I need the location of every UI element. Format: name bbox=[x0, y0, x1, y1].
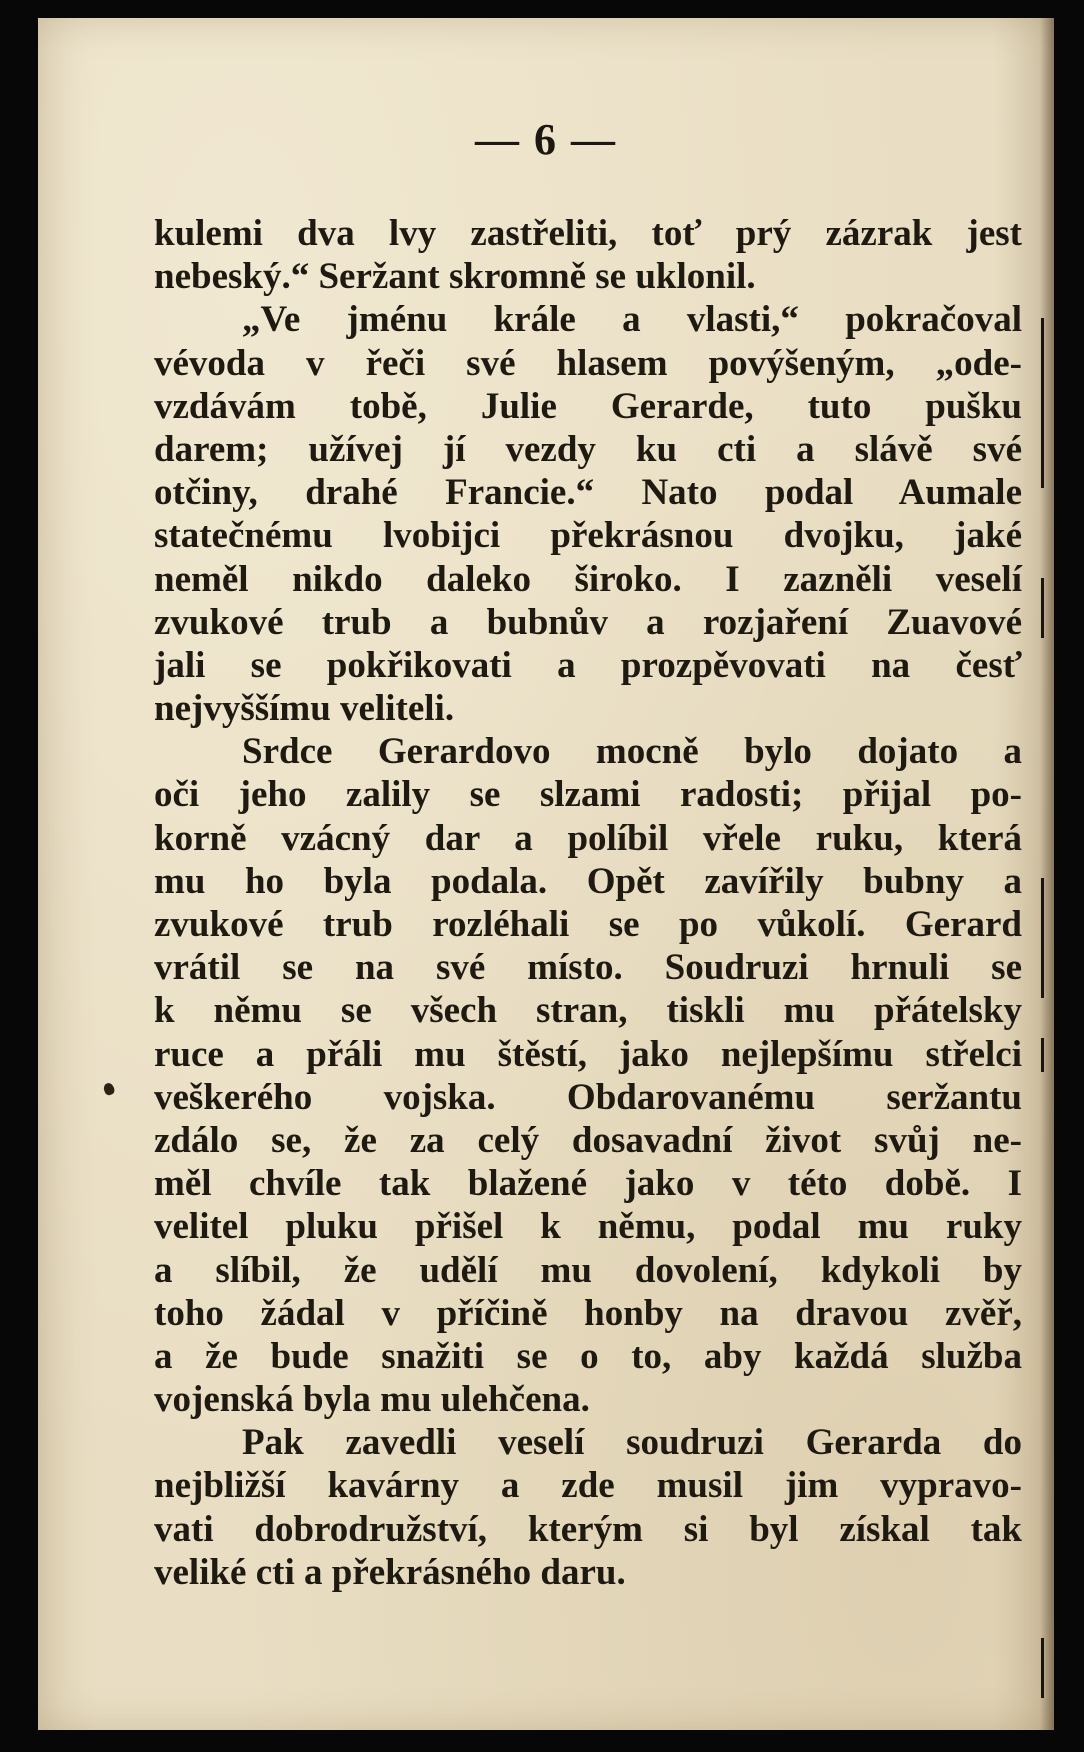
text-line: toho žádal v příčině honby na dravou zvěř, bbox=[154, 1292, 1022, 1334]
page-edge-mark bbox=[1041, 878, 1044, 998]
text-line: zdálo se, že za celý dosavadní život svůj ne- bbox=[154, 1119, 1022, 1161]
text-line: nejbližší kavárny a zde musil jim vypravo- bbox=[154, 1465, 1022, 1507]
text-line: a slíbil, že udělí mu dovolení, kdykoli by bbox=[154, 1249, 1022, 1291]
text-line: vévoda v řeči své hlasem povýšeným, „ode- bbox=[154, 342, 1022, 384]
text-line: veškerého vojska. Obdarovanému seržantu bbox=[154, 1076, 1022, 1118]
text-line: statečnému lvobijci překrásnou dvojku, jaké bbox=[154, 515, 1022, 557]
text-line: Pak zavedli veselí soudruzi Gerarda do bbox=[242, 1422, 1022, 1464]
book-page bbox=[38, 18, 1054, 1730]
text-line: oči jeho zalily se slzami radosti; přijal po- bbox=[154, 774, 1022, 816]
text-line: otčiny, drahé Francie.“ Nato podal Aumale bbox=[154, 472, 1022, 514]
text-line: měl chvíle tak blažené jako v této době. I bbox=[154, 1163, 1022, 1205]
text-line: darem; užívej jí vezdy ku cti a slávě své bbox=[154, 428, 1022, 470]
page-edge-mark bbox=[1041, 318, 1044, 488]
text-line: neměl nikdo daleko široko. I zazněli veselí bbox=[154, 558, 1022, 600]
text-line: mu ho byla podala. Opět zavířily bubny a bbox=[154, 860, 1022, 902]
margin-ink-mark bbox=[102, 1082, 116, 1097]
text-line: nebeský.“ Seržant skromně se uklonil. bbox=[154, 256, 756, 298]
page-edge-mark bbox=[1041, 578, 1044, 638]
text-line: korně vzácný dar a políbil vřele ruku, která bbox=[154, 817, 1022, 859]
text-line: vojenská byla mu ulehčena. bbox=[154, 1379, 590, 1421]
page-number: — 6 — bbox=[475, 115, 617, 164]
text-line: kulemi dva lvy zastřeliti, toť prý zázrak jest bbox=[154, 213, 1022, 254]
page-edge-shadow bbox=[1040, 18, 1054, 1730]
text-line: vati dobrodružství, kterým si byl získal tak bbox=[154, 1508, 1022, 1550]
text-line: zvukové trub rozléhali se po vůkolí. Gerard bbox=[154, 904, 1022, 945]
text-line: vzdávám tobě, Julie Gerarde, tuto pušku bbox=[154, 385, 1022, 427]
page-edge-mark bbox=[1041, 1038, 1044, 1072]
text-line: vrátil se na své místo. Soudruzi hrnuli se bbox=[154, 947, 1022, 989]
text-line: „Ve jménu krále a vlasti,“ pokračoval bbox=[242, 299, 1022, 341]
text-line: ruce a přáli mu štěstí, jako nejlepšímu střelci bbox=[154, 1033, 1022, 1075]
text-line: velitel pluku přišel k němu, podal mu ruky bbox=[154, 1206, 1022, 1248]
text-line: veliké cti a překrásného daru. bbox=[154, 1551, 626, 1593]
text-line: zvukové trub a bubnův a rozjaření Zuavové bbox=[154, 601, 1022, 643]
text-line: k němu se všech stran, tiskli mu přátelsky bbox=[154, 990, 1022, 1032]
text-line: jali se pokřikovati a prozpěvovati na česť bbox=[154, 644, 1022, 686]
text-line: a že bude snažiti se o to, aby každá služba bbox=[154, 1335, 1022, 1377]
body-text bbox=[154, 212, 1022, 1594]
text-line: Srdce Gerardovo mocně bylo dojato a bbox=[242, 731, 1022, 773]
page-edge-mark bbox=[1041, 1638, 1044, 1698]
text-line: nejvyššímu veliteli. bbox=[154, 688, 455, 730]
